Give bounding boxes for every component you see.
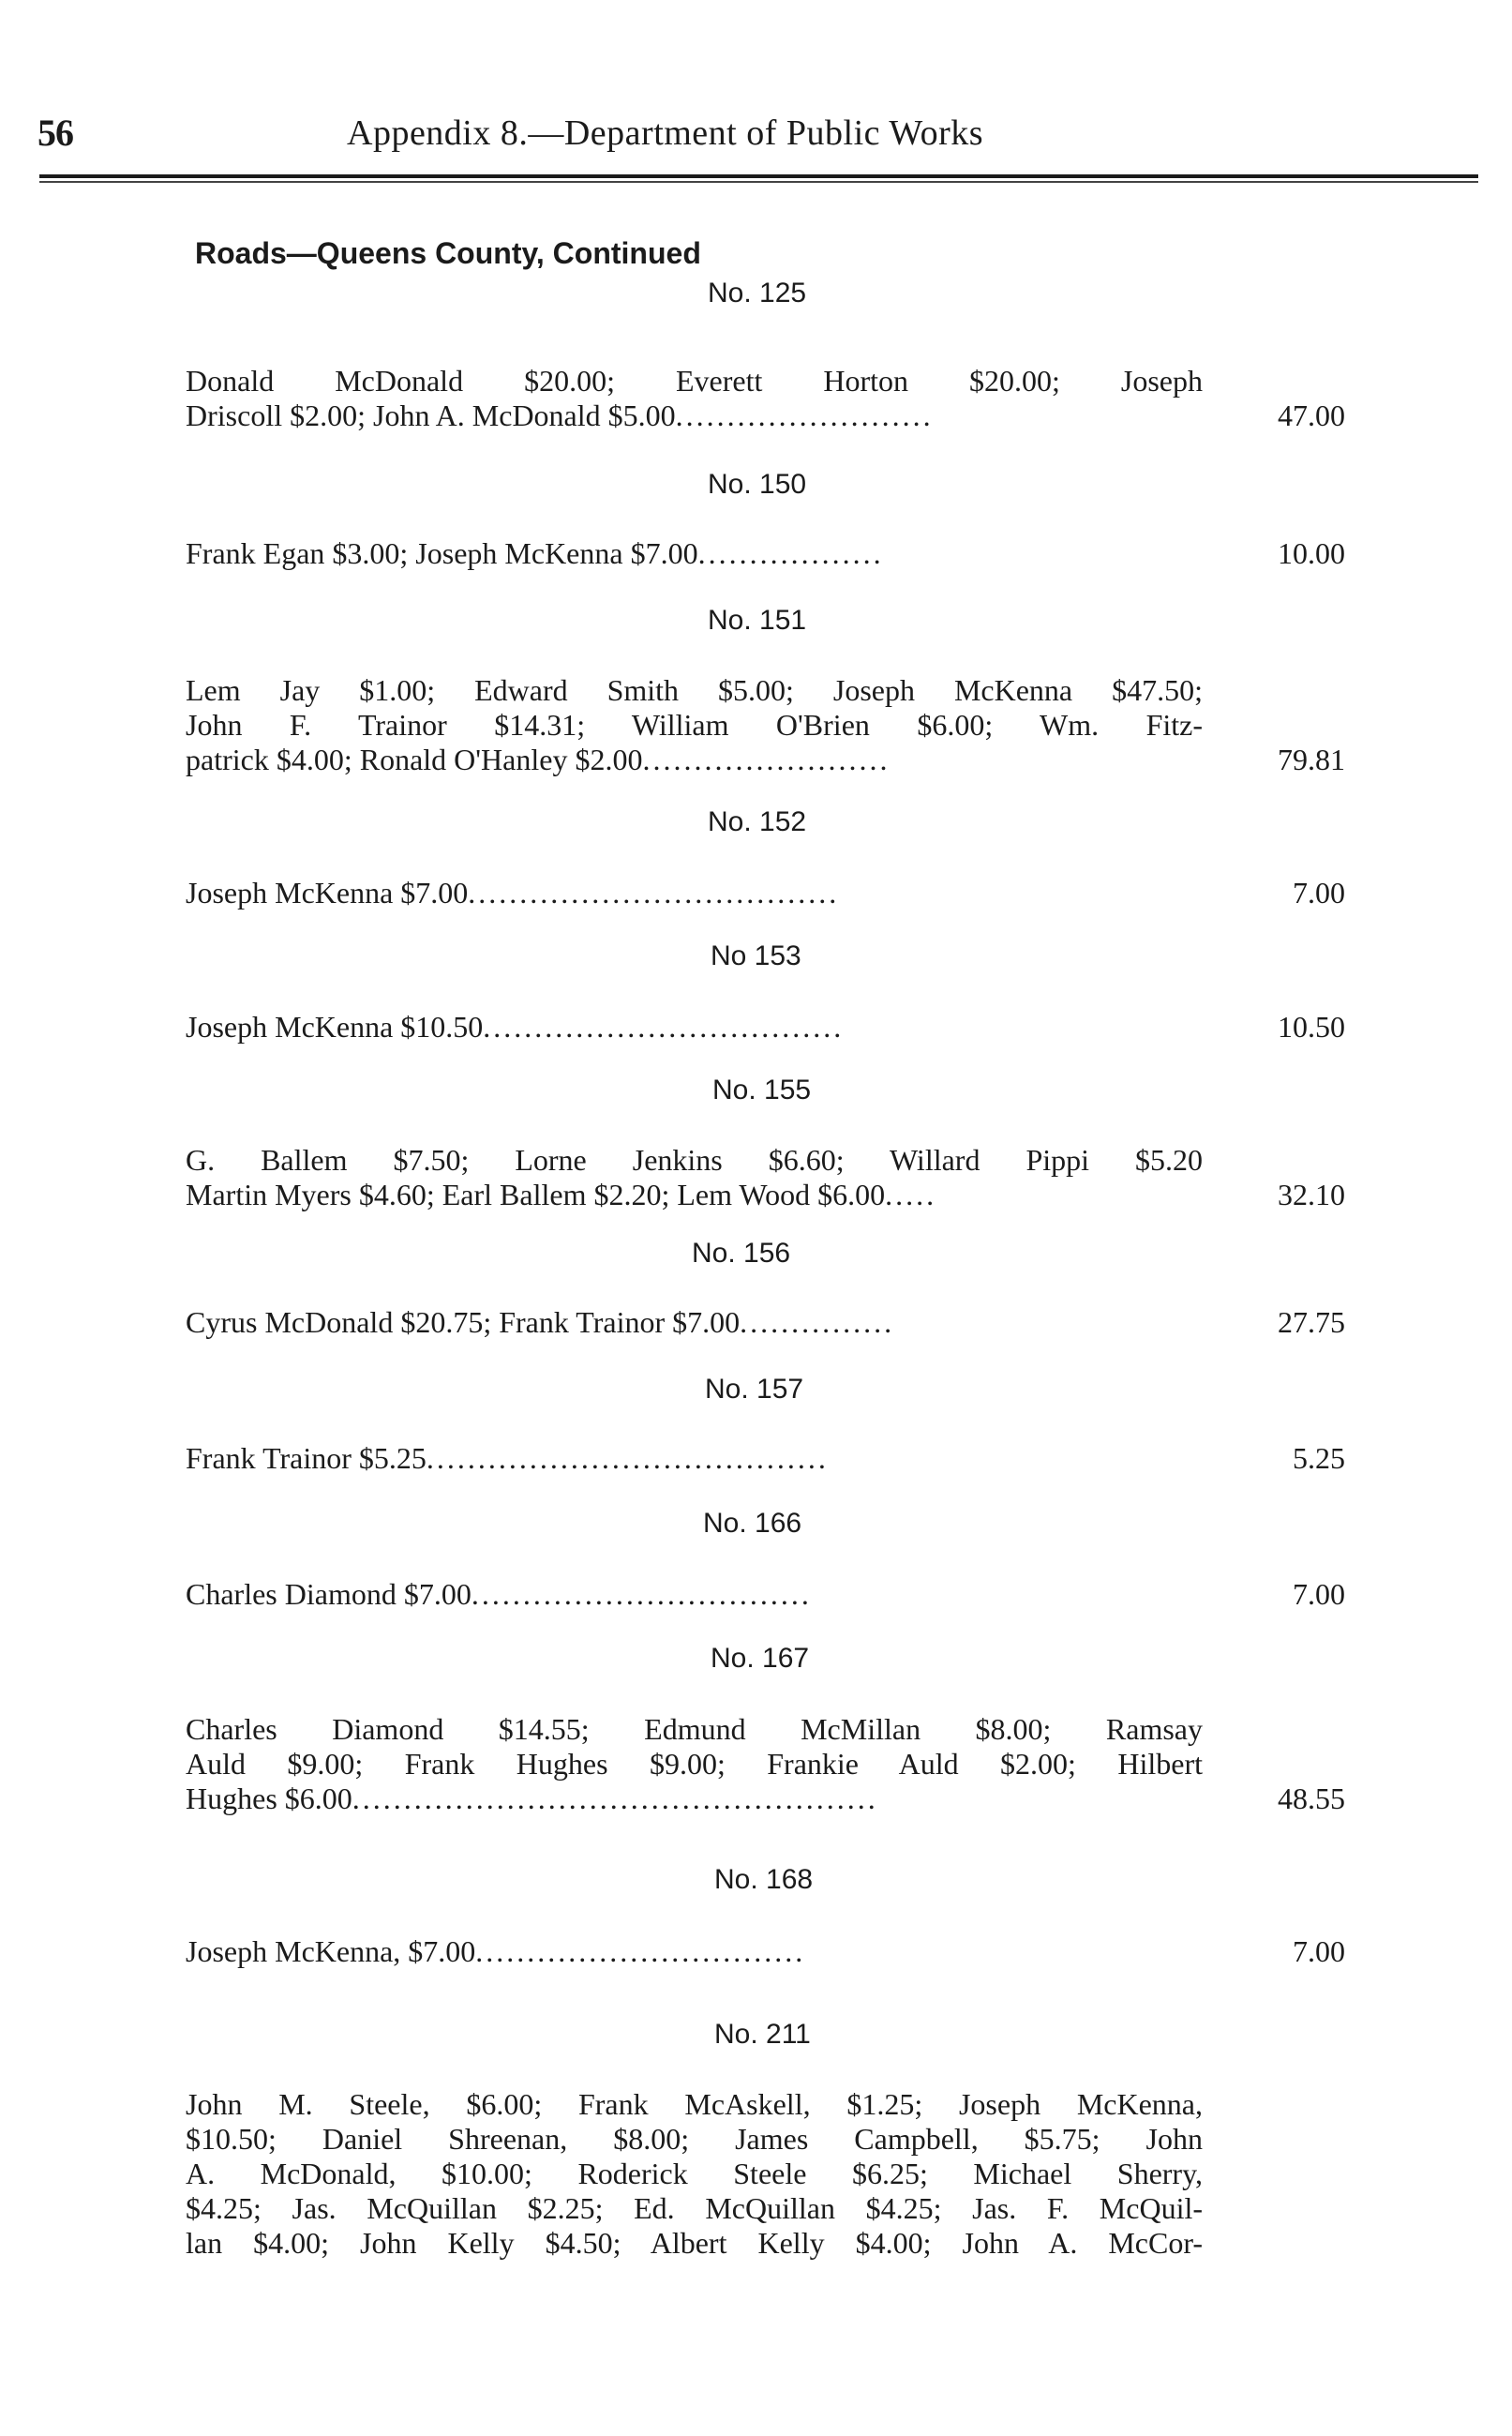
entry-line: $4.25; Jas. McQuillan $2.25; Ed. McQuillan $4.25; Jas. F. McQuil- xyxy=(186,2191,1203,2225)
entry-number: No. 167 xyxy=(711,1643,810,1674)
entry-body xyxy=(186,2087,1203,2261)
entry-amount: 10.50 xyxy=(1278,1010,1345,1044)
entry-line-last xyxy=(186,536,1203,571)
entry-line-last xyxy=(186,1010,1203,1045)
entry-body xyxy=(186,1441,1203,1476)
entry-body xyxy=(186,876,1203,910)
entry-line: John F. Trainor $14.31; William O'Brien $6.00; Wm. Fitz- xyxy=(186,708,1203,742)
entry-line: $10.50; Daniel Shreenan, $8.00; James Campbell, $5.75; John xyxy=(186,2122,1203,2156)
entry-body xyxy=(186,1934,1203,1969)
entry-number: No. 150 xyxy=(708,469,807,500)
entry-line: John M. Steele, $6.00; Frank McAskell, $1.25; Joseph McKenna, xyxy=(186,2087,1203,2121)
dot-leader: ....................................... xyxy=(426,1441,829,1475)
entry-body xyxy=(186,1143,1203,1212)
entry-line: lan $4.00; John Kelly $4.50; Albert Kelly $4.00; John A. McCor- xyxy=(186,2226,1203,2260)
page-number: 56 xyxy=(37,112,73,154)
entry-number: No. 166 xyxy=(703,1508,802,1539)
entry-amount: 48.55 xyxy=(1278,1782,1345,1815)
entry-number: No. 125 xyxy=(708,278,807,308)
dot-leader: ................................... xyxy=(483,1010,845,1044)
entry-line: Donald McDonald $20.00; Everett Horton $20.00; Joseph xyxy=(186,364,1203,398)
dot-leader: ..... xyxy=(885,1178,937,1211)
entry-amount: 7.00 xyxy=(1293,1934,1345,1968)
entry-line-text: Cyrus McDonald $20.75; Frank Trainor $7.00 xyxy=(186,1305,741,1339)
section-heading: Roads—Queens County, Continued xyxy=(195,236,701,270)
entry-body xyxy=(186,1305,1203,1340)
entry-line: Lem Jay $1.00; Edward Smith $5.00; Joseph McKenna $47.50; xyxy=(186,673,1203,707)
entry-line: G. Ballem $7.50; Lorne Jenkins $6.60; Willard Pippi $5.20 xyxy=(186,1143,1203,1177)
entry-line-last xyxy=(186,1305,1203,1340)
entry-line: Auld $9.00; Frank Hughes $9.00; Frankie Auld $2.00; Hilbert xyxy=(186,1747,1203,1781)
entry-line-text: Charles Diamond $7.00 xyxy=(186,1577,472,1611)
entry-line-text: Joseph McKenna $10.50 xyxy=(186,1010,484,1044)
entry-line-last xyxy=(186,743,1203,777)
entry-amount: 10.00 xyxy=(1278,536,1345,570)
entry-number: No. 211 xyxy=(714,2019,811,2050)
entry-body xyxy=(186,536,1203,571)
entry-body xyxy=(186,1712,1203,1816)
entry-amount: 7.00 xyxy=(1293,1577,1345,1611)
entry-line-last xyxy=(186,1577,1203,1612)
dot-leader: ................................ xyxy=(475,1934,806,1968)
header-title: Appendix 8.—Department of Public Works xyxy=(347,113,984,153)
header-rule-thin xyxy=(39,181,1478,183)
dot-leader: .................................... xyxy=(468,876,840,910)
entry-amount: 32.10 xyxy=(1278,1178,1345,1211)
entry-line-text: Joseph McKenna $7.00 xyxy=(186,876,469,910)
entry-line-text: patrick $4.00; Ronald O'Hanley $2.00 xyxy=(186,743,643,776)
entry-line-text: Frank Egan $3.00; Joseph McKenna $7.00 xyxy=(186,536,698,570)
entry-number: No. 156 xyxy=(692,1238,791,1269)
entry-number: No. 168 xyxy=(714,1864,814,1895)
dot-leader: .................. xyxy=(697,536,884,570)
dot-leader: ............... xyxy=(740,1305,895,1339)
entry-line-last xyxy=(186,1178,1203,1212)
entry-line: Charles Diamond $14.55; Edmund McMillan $8.00; Ramsay xyxy=(186,1712,1203,1746)
entry-line-text: Driscoll $2.00; John A. McDonald $5.00 xyxy=(186,398,676,432)
entry-line-last xyxy=(186,1934,1203,1969)
entry-number: No. 157 xyxy=(705,1374,804,1405)
entry-amount: 47.00 xyxy=(1278,398,1345,432)
entry-line-last xyxy=(186,1441,1203,1476)
entry-line-last xyxy=(186,1782,1203,1816)
entry-line-text: Hughes $6.00 xyxy=(186,1782,352,1815)
entry-number: No. 155 xyxy=(712,1075,812,1105)
dot-leader: ......................... xyxy=(675,398,934,432)
dot-leader: ................................. xyxy=(471,1577,812,1611)
dot-leader: ................................................... xyxy=(352,1782,878,1815)
dot-leader: ........................ xyxy=(642,743,891,776)
entry-line: A. McDonald, $10.00; Roderick Steele $6.25; Michael Sherry, xyxy=(186,2157,1203,2190)
entry-amount: 5.25 xyxy=(1293,1441,1345,1475)
entry-body xyxy=(186,364,1203,433)
running-header xyxy=(37,111,1481,167)
entry-line-text: Martin Myers $4.60; Earl Ballem $2.20; Lem Wood $6.00 xyxy=(186,1178,886,1211)
entry-line-text: Joseph McKenna, $7.00 xyxy=(186,1934,476,1968)
header-rule xyxy=(39,174,1478,178)
entry-line-last xyxy=(186,398,1203,433)
entry-amount: 79.81 xyxy=(1278,743,1345,776)
entry-body xyxy=(186,1010,1203,1045)
entry-body xyxy=(186,673,1203,777)
entry-body xyxy=(186,1577,1203,1612)
entry-number: No. 152 xyxy=(708,806,807,837)
entry-line-text: Frank Trainor $5.25 xyxy=(186,1441,427,1475)
entry-number: No 153 xyxy=(711,940,801,971)
entry-number: No. 151 xyxy=(708,605,807,636)
entry-amount: 27.75 xyxy=(1278,1305,1345,1339)
entry-line-last xyxy=(186,876,1203,910)
entry-amount: 7.00 xyxy=(1293,876,1345,910)
